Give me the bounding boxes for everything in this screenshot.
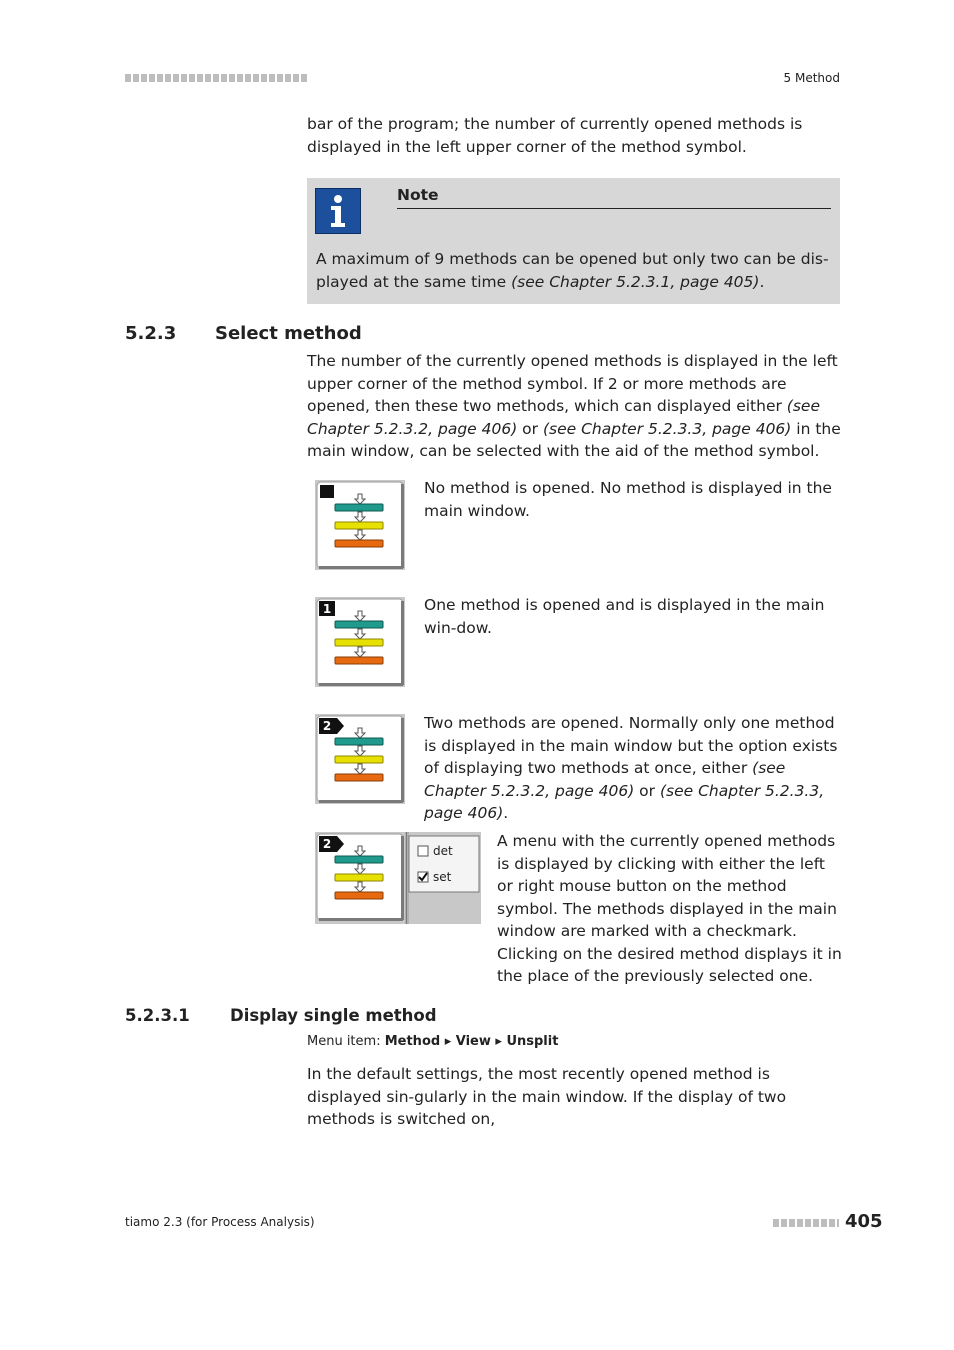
method-symbol-icon-none [315,480,405,570]
note-divider [397,208,831,209]
chapter-link-5-2-3-3[interactable]: (see Chapter 5.2.3.3, page 406) [424,781,825,822]
chapter-link-5-2-3-2[interactable]: (see Chapter 5.2.3.2, page 406) [307,397,820,438]
note-link[interactable]: (see Chapter 5.2.3.1, page 405) [511,272,760,291]
header-section: 5 Method [783,71,840,85]
method-symbol-icon-one [315,597,405,687]
checkbox-det[interactable] [418,846,428,856]
method-symbol-icon-two [315,714,405,804]
info-icon [315,188,361,234]
row-text-one: One method is opened and is displayed in the main win-dow. [424,596,825,637]
subsection-title: Display single method [230,1006,437,1025]
note-title: Note [397,186,439,204]
footer-title: tiamo 2.3 (for Process Analysis) [125,1215,315,1229]
subsection-number: 5.2.3.1 [125,1006,190,1025]
menu-item-det[interactable]: det [433,844,453,858]
menu-item-set[interactable]: set [433,870,452,884]
opened-methods-menu[interactable] [405,832,481,924]
note-text: A maximum of 9 methods can be opened but only two can be dis-played at the same time (see Chapter 5.2.3.1, page 405). [316,250,829,291]
intro-paragraph: bar of the program; the number of currently opened methods is displayed in the left upper corner of the method symbol. [307,115,803,156]
method-symbol-icon-menu [315,832,405,922]
badge-count: 2 [322,837,332,851]
menu-item-path: Menu item: Method ▸ View ▸ Unsplit [307,1034,559,1049]
badge-count: 1 [322,602,332,616]
row-text-menu: A menu with the currently opened methods is displayed by clicking with either the left or right mouse button on the method symbol. The methods displayed in the main window are marked with a checkmark. Clicking on the desired method displays it in the place of the previously selected one. [497,832,842,985]
chapter-link-5-2-3-2[interactable]: (see Chapter 5.2.3.2, page 406) [424,759,786,800]
section-number: 5.2.3 [125,323,177,344]
page-number: 405 [845,1211,883,1232]
badge-count: 2 [322,719,332,733]
row-text-none: No method is opened. No method is displayed in the main window. [424,479,832,520]
section-paragraph: The number of the currently opened methods is displayed in the left upper corner of the method symbol. If 2 or more methods are opened, then these two methods, which can displayed either (see Chapter 5.2.3.2, page 406) or (see Chapter 5.2.3.3, page 406) in the main window, can be selected with the aid of the method symbol. [307,352,841,460]
header-dots [125,74,307,82]
chapter-link-5-2-3-3[interactable]: (see Chapter 5.2.3.3, page 406) [542,419,792,438]
note-box [307,178,840,304]
section-title: Select method [215,323,362,344]
row-text-two: Two methods are opened. Normally only one method is displayed in the main window but the option exists of displaying two methods at once, either (see Chapter 5.2.3.2, page 406) or (see Chapter 5.2.3.3, page 406). [424,714,838,822]
footer-dots [773,1219,839,1227]
subsection-paragraph: In the default settings, the most recently opened method is displayed sin-gularly in the main window. If the display of two methods is switched on, [307,1065,787,1128]
